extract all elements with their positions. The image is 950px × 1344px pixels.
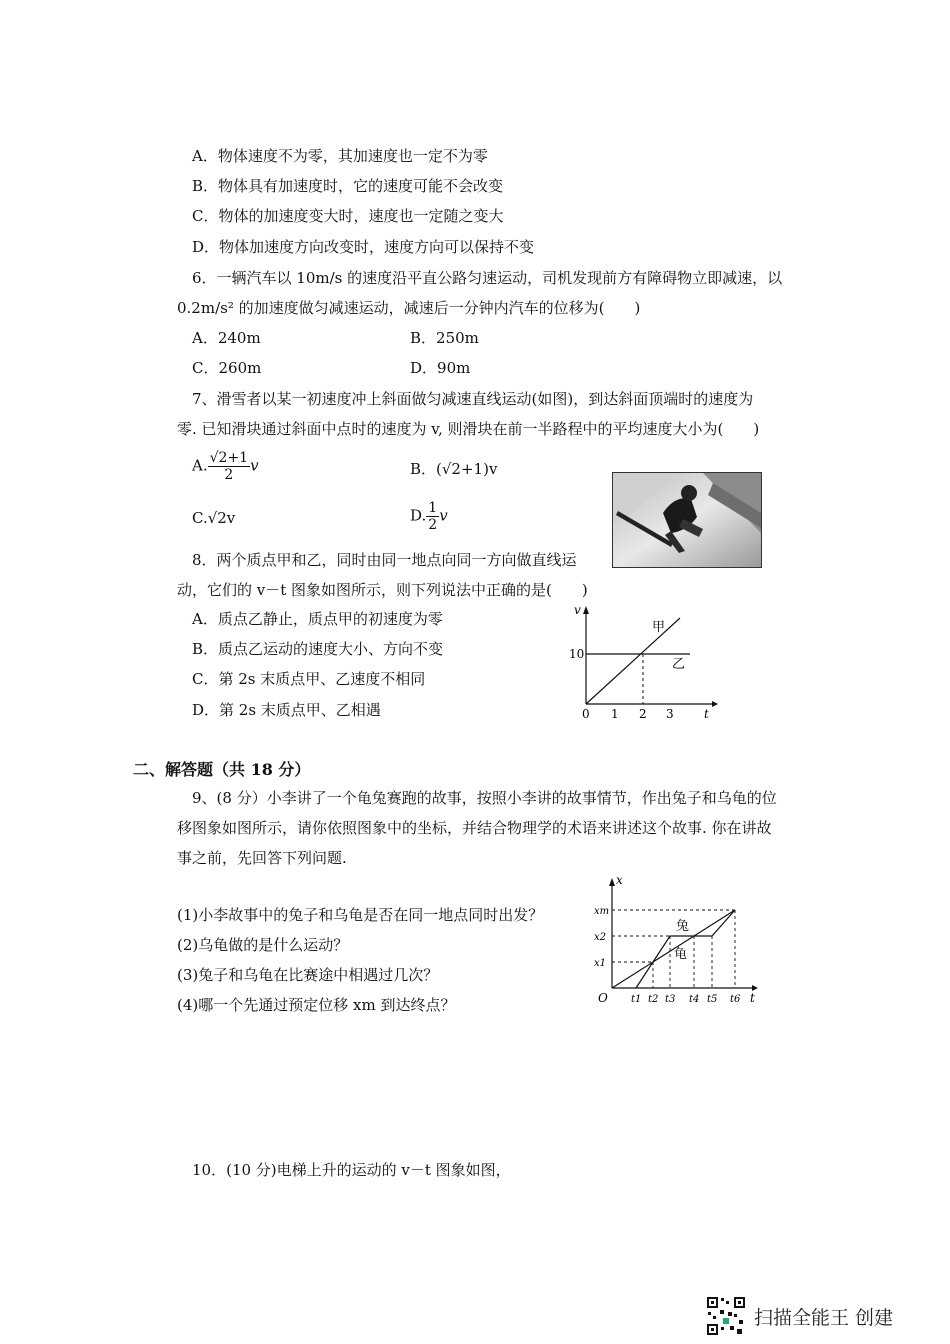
q8-x-arrow [712, 701, 718, 707]
watermark-text: 扫描全能王 创建 [754, 1306, 894, 1329]
q8-line-jia [586, 618, 680, 704]
q8-option-c: C．第 2s 末质点甲、乙速度不相同 [192, 670, 426, 688]
q9-sub-question-4: (4)哪一个先通过预定位移 xm 到达终点？ [177, 996, 456, 1014]
q9-x-axis-label: t [750, 991, 755, 1005]
q5-option-a: A．物体速度不为零，其加速度也一定不为零 [192, 147, 488, 165]
q7-option-d-numerator: 1 [428, 500, 438, 516]
q9-xt-graph [590, 870, 765, 1015]
q7-option-a-suffix: v [250, 456, 259, 475]
q5-option-c: C．物体的加速度变大时，速度也一定随之变大 [192, 207, 504, 225]
q9-origin-label: O [598, 991, 608, 1005]
q8-vt-graph [560, 600, 720, 725]
q7-option-d-prefix: D. [410, 506, 427, 525]
skier-photo [612, 472, 762, 568]
q9-stem-line3: 事之前，先回答下列问题. [177, 849, 347, 867]
q9-x-tick-t2: t2 [648, 994, 659, 1005]
q9-label-rabbit: 兔 [676, 919, 690, 934]
q7-option-a-prefix: A. [192, 456, 208, 475]
q7-option-a [192, 450, 259, 483]
q9-label-turtle: 龟 [674, 947, 688, 962]
q10-stem: 10．(10 分)电梯上升的运动的 v－t 图象如图， [192, 1161, 511, 1179]
q9-y-tick-xm: xm [594, 906, 610, 917]
q8-stem-line1: 8．两个质点甲和乙，同时由同一地点向同一方向做直线运 [192, 551, 577, 569]
q9-stem-line1: 9、(8 分）小李讲了一个龟兔赛跑的故事，按照小李讲的故事情节，作出兔子和乌龟的位 [192, 789, 777, 807]
q6-option-d: D．90m [410, 359, 471, 377]
q7-option-d [410, 500, 448, 533]
qr-code-icon [706, 1296, 746, 1336]
q8-x-tick-3: 3 [666, 707, 674, 721]
skier-illustration [613, 473, 761, 567]
q6-stem-line2: 0.2m/s² 的加速度做匀减速运动，减速后一分钟内汽车的位移为( ) [177, 299, 641, 317]
q8-option-a: A．质点乙静止，质点甲的初速度为零 [192, 610, 443, 628]
q7-option-a-denominator: 2 [224, 467, 234, 483]
q9-stem-line2: 移图象如图所示，请你依照图象中的坐标，并结合物理学的术语来讲述这个故事. 你在讲故 [177, 819, 772, 837]
q8-y-tick-10: 10 [569, 647, 585, 661]
q7-option-d-fraction [426, 500, 439, 533]
q8-label-jia: 甲 [652, 620, 666, 635]
q9-y-arrow [609, 878, 615, 886]
q9-y-tick-x2: x2 [594, 932, 607, 943]
q9-y-tick-x1: x1 [594, 958, 607, 969]
q8-label-yi: 乙 [672, 657, 686, 672]
q7-option-a-numerator: √2+1 [209, 450, 249, 466]
q6-option-a: A．240m [192, 329, 261, 347]
q8-y-arrow [583, 606, 589, 614]
q9-sub-question-2: (2)乌龟做的是什么运动？ [177, 936, 349, 954]
q7-stem-line2: 零. 已知滑块通过斜面中点时的速度为 v, 则滑块在前一半路程中的平均速度大小为( ) [177, 420, 760, 438]
q7-stem-line1: 7、滑雪者以某一初速度冲上斜面做匀减速直线运动(如图)，到达斜面顶端时的速度为 [192, 390, 754, 408]
q9-x-tick-t5: t5 [707, 994, 718, 1005]
q7-option-a-fraction [208, 450, 250, 483]
q8-x-tick-2: 2 [639, 707, 647, 721]
q8-option-b: B．质点乙运动的速度大小、方向不变 [192, 640, 444, 658]
q7-option-c: C.√2v [192, 509, 236, 527]
q8-x-axis-label: t [704, 707, 709, 721]
q5-option-d: D．物体加速度方向改变时，速度方向可以保持不变 [192, 238, 535, 256]
q5-option-b: B．物体具有加速度时，它的速度可能不会改变 [192, 177, 504, 195]
q6-option-c: C．260m [192, 359, 262, 377]
q9-x-tick-t3: t3 [665, 994, 676, 1005]
q6-option-b: B．250m [410, 329, 479, 347]
q7-option-d-suffix: v [439, 506, 448, 525]
q9-x-tick-t4: t4 [689, 994, 700, 1005]
q6-stem-line1: 6．一辆汽车以 10m/s 的速度沿平直公路匀速运动，司机发现前方有障碍物立即减速，以 [192, 269, 783, 287]
q9-y-axis-label: x [616, 873, 623, 887]
q9-x-tick-t1: t1 [631, 994, 642, 1005]
q7-option-d-denominator: 2 [428, 517, 438, 533]
q8-stem-line2: 动，它们的 v－t 图象如图所示，则下列说法中正确的是( ) [177, 581, 588, 599]
q9-sub-question-1: (1)小李故事中的兔子和乌龟是否在同一地点同时出发？ [177, 906, 544, 924]
section-2-title: 二、解答题（共 18 分） [133, 760, 311, 779]
q7-option-b: B．(√2+1)v [410, 460, 498, 478]
q9-sub-question-3: (3)兔子和乌龟在比赛途中相遇过几次？ [177, 966, 439, 984]
q9-x-tick-t6: t6 [730, 994, 741, 1005]
q8-option-d: D．第 2s 末质点甲、乙相遇 [192, 701, 381, 719]
q8-y-axis-label: v [574, 603, 581, 617]
q8-origin-label: 0 [582, 707, 590, 721]
camscanner-watermark [706, 1296, 926, 1336]
q8-x-tick-1: 1 [611, 707, 619, 721]
